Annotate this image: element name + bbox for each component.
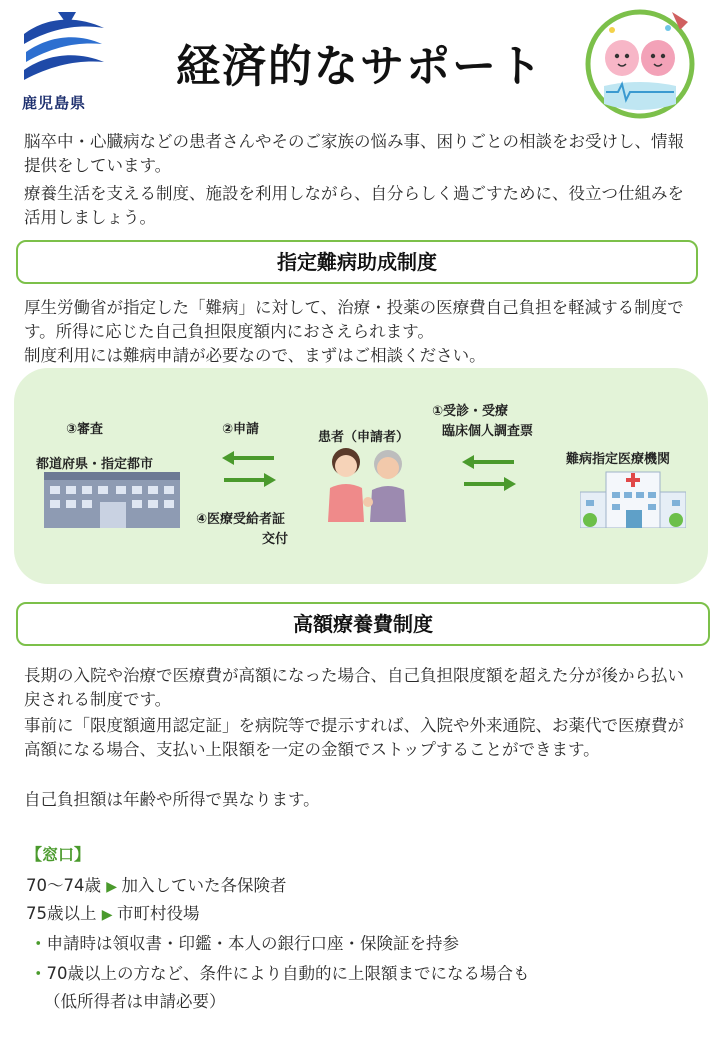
flow-prefecture-label: 都道府県・指定都市 (36, 457, 154, 472)
hospital-building-icon (580, 470, 686, 528)
note-text: 申請時は領収書・印鑑・本人の銀行口座・保険証を持参 (46, 934, 459, 953)
note-item (30, 960, 530, 984)
page-title: 経済的なサポート (176, 41, 544, 92)
flow-step2-label: ②申請 (222, 422, 260, 437)
government-building-icon (44, 472, 180, 528)
flow-step1-label-line1: ①受診・受療 (432, 404, 509, 419)
flow-step3-label: ③審査 (66, 422, 104, 437)
exchange-arrows-icon (220, 448, 278, 490)
section2-paragraph-1: 長期の入院や治療で医療費が高額になった場合、自己負担限度額を超えた分が後から払い戻される制度です。 (24, 666, 684, 709)
flow-step1-label-line2: 臨床個人調査票 (442, 424, 534, 439)
window-row-place: 加入していた各保険者 (121, 876, 287, 895)
contact-window-label: 【窓口】 (26, 845, 91, 864)
triangle-right-icon: ▶ (101, 907, 117, 923)
patient-and-family-icon (318, 444, 418, 522)
prefecture-logo-text: 鹿児島県 (22, 94, 87, 112)
exchange-arrows-icon (460, 452, 518, 494)
flow-hospital-label: 難病指定医療機関 (566, 452, 671, 467)
flow-patient-label: 患者（申請者） (318, 430, 410, 445)
section-title-high-cost-medical: 高額療養費制度 (16, 602, 710, 646)
bullet-icon: ・ (30, 934, 47, 953)
intro-paragraph-2: 療養生活を支える制度、施設を利用しながら、自分らしく過ごすために、役立つ仕組みを活用しましょう。 (24, 184, 684, 227)
heart-brain-mascot-icon (584, 8, 696, 120)
section1-paragraph-2: 制度利用には難病申請が必要なので、まずはご相談ください。 (24, 346, 486, 365)
window-row (26, 872, 286, 896)
section2-paragraph-3: 自己負担額は年齢や所得で異なります。 (24, 790, 320, 809)
note-subtext: （低所得者は申請必要） (44, 992, 226, 1011)
intro-paragraph-1: 脳卒中・心臓病などの患者さんやそのご家族の悩み事、困りごとの相談をお受けし、情報提供をしています。 (24, 132, 684, 175)
note-item (30, 930, 459, 954)
flow-step4-label-line2: 交付 (262, 532, 289, 547)
section-title-intractable-disease: 指定難病助成制度 (16, 240, 698, 284)
window-row-place: 市町村役場 (116, 904, 200, 923)
window-row (26, 900, 199, 924)
section2-paragraph-2: 事前に「限度額適用認定証」を病院等で提示すれば、入院や外来通院、お薬代で医療費が高額になる場合、支払い上限額を一定の金額でストップすることができます。 (24, 716, 684, 759)
bullet-icon: ・ (30, 964, 47, 983)
flow-step4-label-line1: ④医療受給者証 (196, 512, 286, 527)
triangle-right-icon: ▶ (106, 879, 122, 895)
window-row-age: 75歳以上 (26, 904, 97, 923)
note-text: 70歳以上の方など、条件により自動的に上限額までになる場合も (46, 964, 530, 983)
section1-paragraph-1: 厚生労働省が指定した「難病」に対して、治療・投薬の医療費自己負担を軽減する制度です。所得に応じた自己負担限度額内におさえられます。 (24, 298, 684, 341)
window-row-age: 70～74歳 (26, 876, 101, 895)
